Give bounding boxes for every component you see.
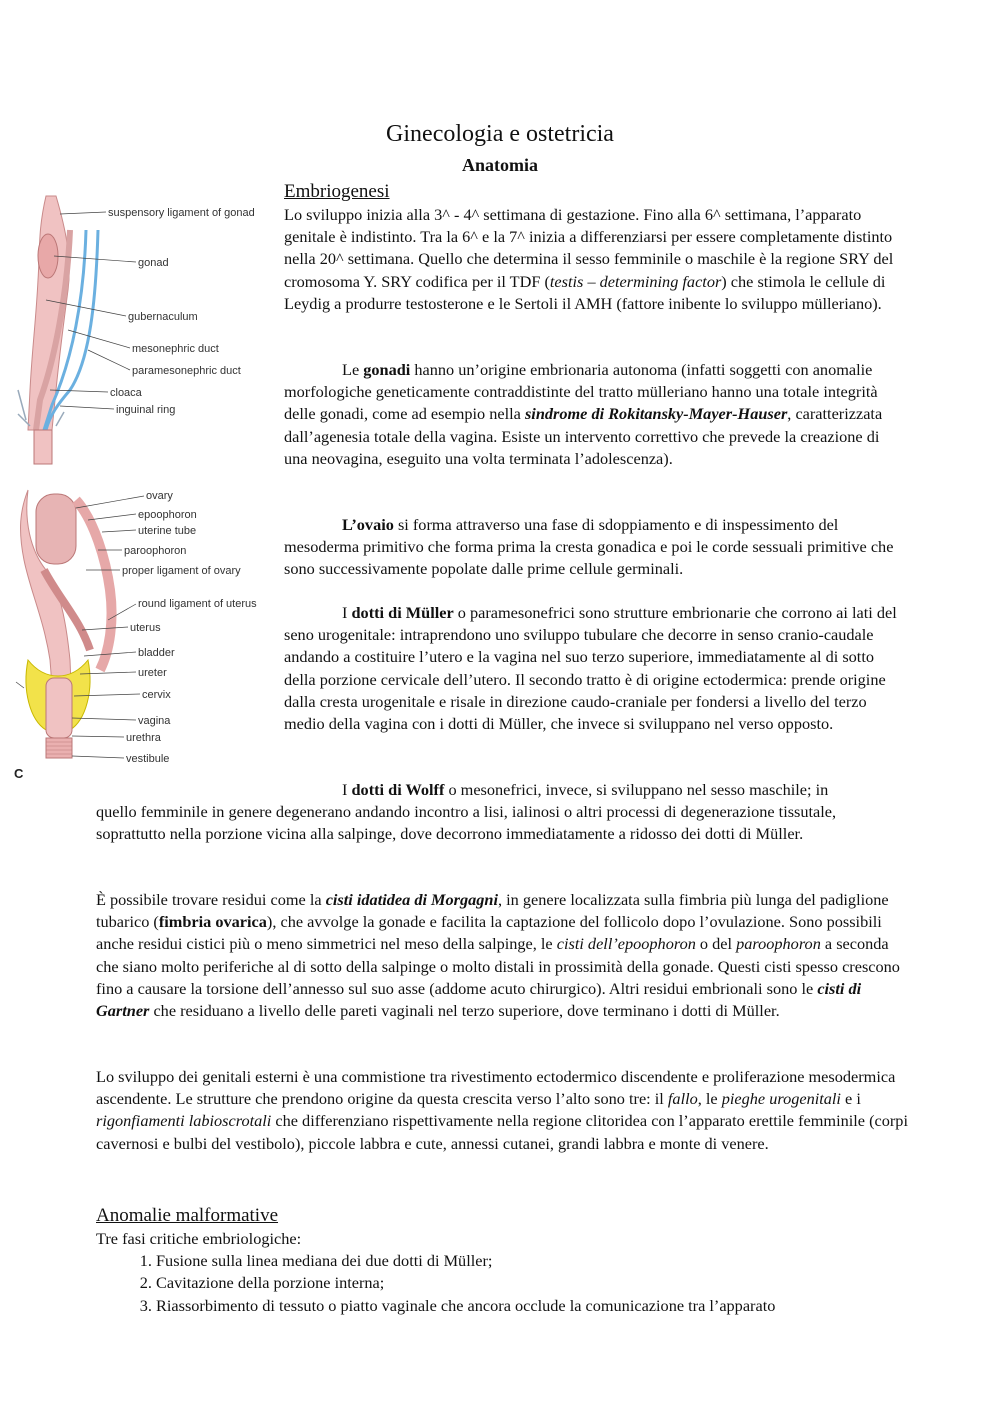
p7-text-e: e i <box>840 1089 861 1109</box>
label-ovary: ovary <box>146 490 173 502</box>
label-gonad: gonad <box>138 257 169 269</box>
label-cloaca: cloaca <box>110 387 142 399</box>
p6-bold-italic-morgagni: cisti idatidea di Morgagni <box>325 890 499 909</box>
p6-bold-italic-gartner: cisti di Gartner <box>96 978 862 1021</box>
p7-italic-fallo: fallo <box>667 1089 698 1109</box>
label-mesonephric-duct: mesonephric duct <box>132 343 219 355</box>
p6-text-c: , in genere localizzata sulla fimbria più lunga del padiglione tubarico ( <box>96 890 889 932</box>
label-proper-ligament: proper ligament of ovary <box>122 565 241 577</box>
document-subtitle: Anatomia <box>462 155 538 175</box>
p7-text-c: , le <box>697 1089 722 1109</box>
label-uterine-tube: uterine tube <box>138 525 197 537</box>
label-inguinal-ring: inguinal ring <box>116 404 176 416</box>
p7-italic-pieghe: pieghe urogenitali <box>721 1089 841 1109</box>
label-paroophoron: paroophoron <box>124 545 187 557</box>
section-anomalie <box>96 1204 908 1317</box>
p6-italic-paroophoron: paroophoron <box>736 934 821 954</box>
p6-text-g: o del <box>695 934 737 954</box>
section-embriogenesi <box>284 180 906 315</box>
section-heading-embriogenesi: Embriogenesi <box>284 181 390 202</box>
label-paramesonephric-duct: paramesonephric duct <box>132 365 241 377</box>
paragraph-4 <box>284 602 906 735</box>
p6-text-i: a seconda che siano molto periferiche al di sotto della salpinge o molto distali in prossimità della gonade. Questi cisti spesso crescono fino a causare la torsione dell’annesso sul suo asse (addome acuto chirurgico). Altri residui embrionali sono le <box>96 934 900 998</box>
label-bladder: bladder <box>138 647 175 659</box>
p4-text-c: o paramesonefrici sono strutture embrionarie che corrono ai lati del seno urogenitale: intraprendono uno sviluppo tubulare che decorre in senso cranio-caudale andando a costituire l’utero e la vagina nel suo terzo superiore, immediatamente al di sotto della porzione cervicale dell’utero. Il secondo tratto è di origine ectodermica: prende origine dalla cresta urogenitale e risale in direzione caudo-craniale per fondersi a livello del terzo medio della vagina con i dotti di Müller, che invece si sviluppano nel verso opposto. <box>284 603 897 734</box>
label-cervix: cervix <box>142 689 171 701</box>
p2-bold-gonadi: gonadi <box>363 360 411 379</box>
p4-bold-muller: dotti di Müller <box>351 603 454 622</box>
p6-bold-fimbria: fimbria ovarica <box>158 912 267 932</box>
paragraph-6 <box>96 889 908 1022</box>
p2-text-e: , caratterizzata dall’agenesia totale della vagina. Esiste un intervento correttivo che prevede la creazione di una neovagina, eseguito una volta terminata l’adolescenza). <box>284 404 883 468</box>
anatomy-illustration <box>10 190 282 788</box>
p5-text-a: I <box>342 780 352 799</box>
paragraph-5-continued <box>96 801 908 845</box>
list-item: 3. Riassorbimento di tessuto o piatto vaginale che ancora occlude la comunicazione tra l’apparato <box>156 1295 908 1317</box>
list-item: 2. Cavitazione della porzione interna; <box>156 1272 908 1294</box>
p4-text-a: I <box>342 603 352 622</box>
label-urethra: urethra <box>126 732 161 744</box>
p3-text-b: si forma attraverso una fase di sdoppiamento e di inspessimento del mesoderma primitivo che forma prima la cresta gonadica e poi le corde sessuali primitive che sono successivamente popolate dalle prime cellule germinali. <box>284 515 894 579</box>
p5-text-d: quello femminile in genere degenerano andando incontro a lisi, ialinosi o altri processi di degenerazione tissutale, soprattutto nella porzione vicina alla salpinge, dove decorrono immediatamente a ridosso dei dotti di Müller. <box>96 802 837 844</box>
p5-bold-wolff: dotti di Wolff <box>351 780 445 799</box>
p1-italic-tdf: testis – determining factor <box>549 271 722 291</box>
p7-text-a: Lo sviluppo dei genitali esterni è una commistione tra rivestimento ectodermico discendente e proliferazione mesodermica ascendente. Le strutture che prendono origine da questa crescita verso l’alto sono tre: il <box>96 1067 896 1109</box>
label-suspensory-ligament: suspensory ligament of gonad <box>108 207 255 219</box>
p7-text-g: che differenziano rispettivamente nella regione clitoridea con l’apparato erettile femminile (corpi cavernosi e bulbi del vestibolo), piccole labbra e cute, annessi cutanei, grandi labbra e monte di venere. <box>96 1111 908 1153</box>
p3-bold-ovaio: L’ovaio <box>342 515 394 534</box>
document-title: Ginecologia e ostetricia <box>386 121 614 147</box>
list-item: 1. Fusione sulla linea mediana dei due dotti di Müller; <box>156 1250 908 1272</box>
section-heading-anomalie: Anomalie malformative <box>96 1205 279 1226</box>
label-ureter: ureter <box>138 667 167 679</box>
label-gubernaculum: gubernaculum <box>128 311 198 323</box>
label-vagina: vagina <box>138 715 171 727</box>
p2-text-a: Le <box>342 360 364 379</box>
anomalie-list <box>96 1250 908 1317</box>
p6-text-a: È possibile trovare residui come la <box>96 890 326 909</box>
p5-text-c: o mesonefrici, invece, si sviluppano nel sesso maschile; in <box>444 780 829 799</box>
paragraph-1 <box>284 204 906 315</box>
paragraph-3 <box>284 514 906 581</box>
label-uterus: uterus <box>130 622 161 634</box>
anomalie-intro: Tre fasi critiche embriologiche: <box>96 1229 302 1248</box>
p6-text-e: ), che avvolge la gonade e facilita la captazione del follicolo dopo l’ovulazione. Sono possibili anche residui cistici più o meno simmetrici nel meso della salpinge, le <box>96 912 882 954</box>
figure-panel-letter: C <box>14 766 24 781</box>
label-epoophoron: epoophoron <box>138 509 197 521</box>
p1-text-a: Lo sviluppo inizia alla 3^ - 4^ settimana di gestazione. Fino alla 6^ settimana, l’apparato genitale è indistinto. Tra la 6^ e la 7^ inizia a differenziarsi per essere completamente distinto nella 20^ settimana. Quello che determina il sesso femminile o maschile è la regione SRY del cromosoma Y. SRY codifica per il TDF ( <box>284 205 894 291</box>
p1-text-c: ) che stimola le cellule di Leydig a produrre testosterone e le Sertoli il AMH (fattore inibente lo sviluppo mülleriano). <box>284 271 886 313</box>
p6-text-k: che residuano a livello delle pareti vaginali nel terzo superiore, dove terminano i dotti di Müller. <box>149 1001 780 1021</box>
p2-bold-italic-syndrome: sindrome di Rokitansky-Mayer-Hauser <box>524 404 788 424</box>
p2-text-c: hanno un’origine embrionaria autonoma (infatti soggetti con anomalie morfologiche geneticamente contraddistinte del tratto mülleriano hanno una totale integrità delle gonadi, come ad esempio nella <box>284 360 878 424</box>
label-vestibule: vestibule <box>126 753 170 765</box>
embryology-figure <box>10 190 282 788</box>
p7-italic-rigonfiamenti: rigonfiamenti labioscrotali <box>96 1111 272 1131</box>
label-round-ligament: round ligament of uterus <box>138 598 257 610</box>
paragraph-2 <box>284 359 906 470</box>
paragraph-7 <box>96 1066 908 1155</box>
p6-italic-epoophoron: cisti dell’epoophoron <box>556 934 696 954</box>
paragraph-5-first-line <box>284 779 906 801</box>
